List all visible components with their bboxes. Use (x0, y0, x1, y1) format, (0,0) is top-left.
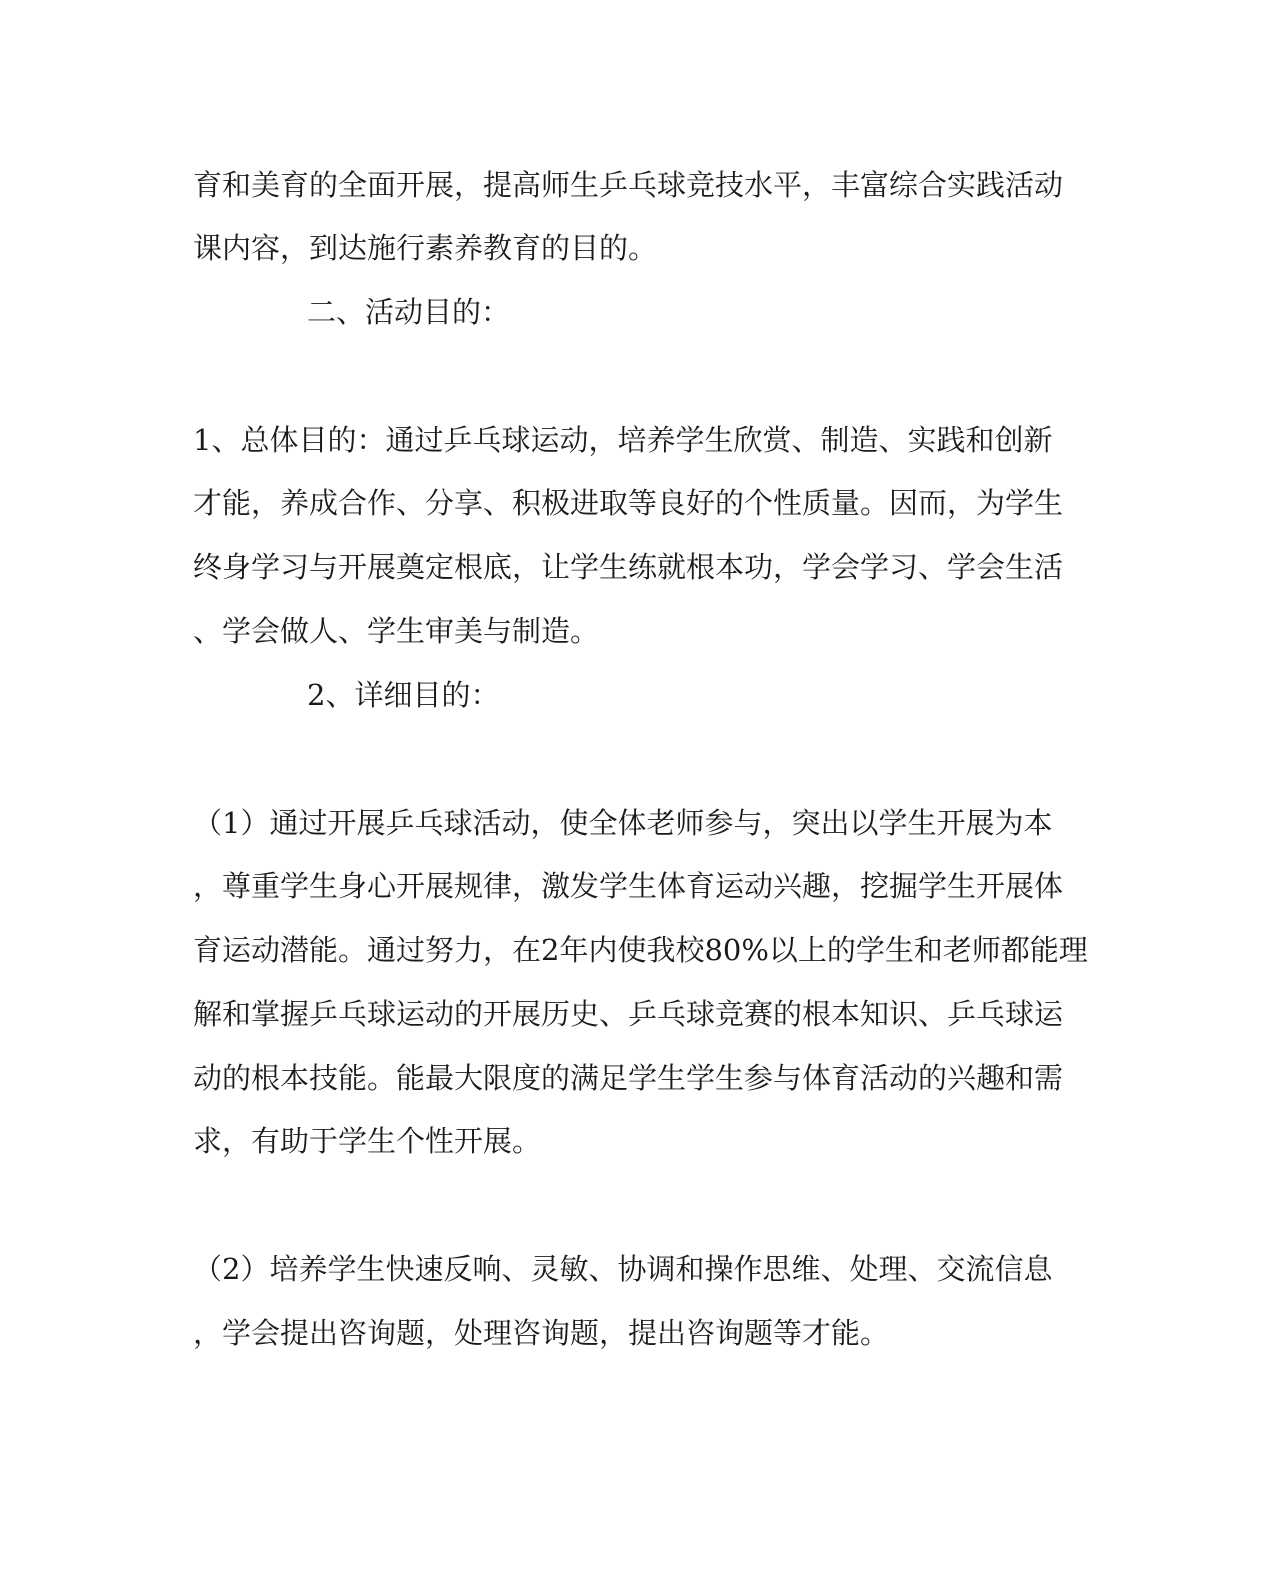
paragraph-line: 1、总体目的：通过乒乓球运动，培养学生欣赏、制造、实践和创新 (193, 423, 1053, 457)
subsection-heading: 2、详细目的： (307, 678, 500, 712)
paragraph-line: 才能，养成合作、分享、积极进取等良好的个性质量。因而，为学生 (193, 486, 1064, 520)
paragraph-line: （2）培养学生快速反响、灵敏、协调和操作思维、处理、交流信息 (193, 1252, 1053, 1286)
paragraph-line: 解和掌握乒乓球运动的开展历史、乒乓球竞赛的根本知识、乒乓球运 (193, 997, 1064, 1031)
paragraph-line: （1）通过开展乒乓球活动，使全体老师参与，突出以学生开展为本 (193, 806, 1053, 840)
section-heading: 二、活动目的： (307, 295, 511, 329)
paragraph-line: 求，有助于学生个性开展。 (193, 1124, 542, 1158)
paragraph-line: ，学会提出咨询题，处理咨询题，提出咨询题等才能。 (193, 1316, 890, 1350)
paragraph-line: 终身学习与开展奠定根底，让学生练就根本功，学会学习、学会生活 (193, 550, 1064, 584)
paragraph-line: 动的根本技能。能最大限度的满足学生学生参与体育活动的兴趣和需 (193, 1061, 1064, 1095)
paragraph-line: 课内容，到达施行素养教育的目的。 (193, 231, 658, 265)
paragraph-line: 育运动潜能。通过努力，在2年内使我校80%以上的学生和老师都能理 (193, 933, 1088, 967)
paragraph-line: ，尊重学生身心开展规律，激发学生体育运动兴趣，挖掘学生开展体 (193, 869, 1064, 903)
paragraph-line: 育和美育的全面开展，提高师生乒乓球竞技水平，丰富综合实践活动 (193, 168, 1064, 202)
paragraph-line: 、学会做人、学生审美与制造。 (193, 614, 600, 648)
